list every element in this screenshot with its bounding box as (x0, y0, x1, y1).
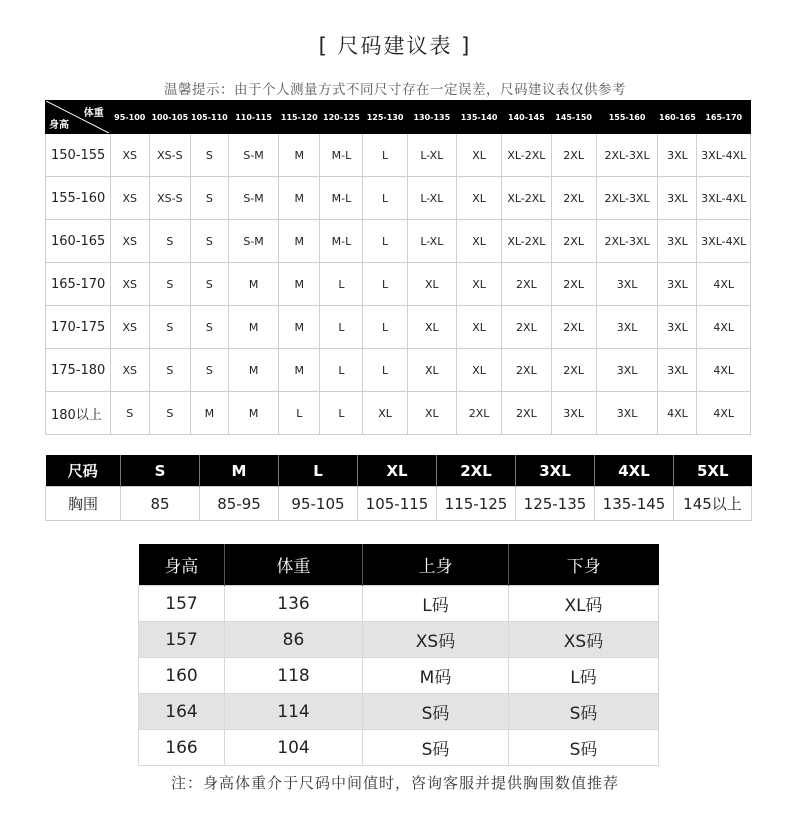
example-cell: 104 (225, 730, 363, 766)
table-row (139, 622, 659, 658)
size-cell: L (363, 349, 407, 392)
size-cell: S (190, 134, 228, 177)
size-cell: M (279, 134, 320, 177)
table-row (139, 658, 659, 694)
size-cell: XL (407, 263, 456, 306)
size-cell: 2XL (551, 349, 596, 392)
size-cell: S (190, 177, 228, 220)
size-cell: 2XL (457, 392, 502, 435)
height-range-cell: 180以上 (46, 392, 111, 435)
example-cell: XL码 (509, 586, 659, 622)
size-cell: 4XL (595, 455, 674, 487)
table-row (46, 306, 751, 349)
weight-header: 105-110 (190, 101, 228, 134)
size-cell: S-M (228, 177, 278, 220)
size-cell: XL (457, 134, 502, 177)
size-cell: 2XL-3XL (596, 177, 658, 220)
chest-cell: 115-125 (437, 487, 516, 521)
example-cell: 114 (225, 694, 363, 730)
size-cell: S (149, 306, 190, 349)
size-cell: XL (407, 392, 456, 435)
size-cell: M-L (320, 177, 363, 220)
size-cell: S (110, 392, 149, 435)
table-row (139, 730, 659, 766)
size-cell: M (228, 349, 278, 392)
size-cell: 3XL (658, 349, 697, 392)
example-cell: 157 (139, 586, 225, 622)
size-cell: XS (110, 306, 149, 349)
example-cell: S码 (509, 694, 659, 730)
weight-header: 95-100 (110, 101, 149, 134)
size-cell: M (190, 392, 228, 435)
example-cell: 136 (225, 586, 363, 622)
size-cell: L (363, 177, 407, 220)
example-cell: S码 (509, 730, 659, 766)
example-cell: S码 (363, 694, 509, 730)
example-cell: XS码 (509, 622, 659, 658)
size-cell: L-XL (407, 134, 456, 177)
size-cell: 3XL (658, 177, 697, 220)
size-cell: L (320, 349, 363, 392)
example-header-bottom: 下身 (509, 544, 659, 586)
size-cell: L (320, 306, 363, 349)
weight-header: 140-145 (502, 101, 551, 134)
size-cell: 2XL (551, 134, 596, 177)
size-cell: L (279, 392, 320, 435)
size-cell: XL (363, 392, 407, 435)
size-cell: 2XL (502, 392, 551, 435)
size-cell: 4XL (697, 263, 751, 306)
size-cell: 3XL (551, 392, 596, 435)
size-cell: XS-S (149, 134, 190, 177)
size-cell: S (190, 263, 228, 306)
size-cell: L (279, 455, 358, 487)
size-cell: XS (110, 220, 149, 263)
size-cell: M (279, 177, 320, 220)
size-cell: XS (110, 134, 149, 177)
size-cell: M (279, 220, 320, 263)
size-cell: S (149, 349, 190, 392)
height-range-cell: 160-165 (46, 220, 111, 263)
size-cell: XL (457, 177, 502, 220)
table-row (46, 220, 751, 263)
example-cell: S码 (363, 730, 509, 766)
bust-size-table (45, 455, 752, 521)
size-cell: L (363, 220, 407, 263)
weight-header: 115-120 (279, 101, 320, 134)
size-cell: 3XL (658, 306, 697, 349)
size-cell: XS (110, 263, 149, 306)
weight-header: 165-170 (697, 101, 751, 134)
size-cell: 4XL (658, 392, 697, 435)
size-cell: 5XL (674, 455, 752, 487)
size-cell: 2XL (437, 455, 516, 487)
size-cell: XL (457, 220, 502, 263)
size-cell: L (363, 134, 407, 177)
size-cell: XS (110, 349, 149, 392)
example-cell: L码 (509, 658, 659, 694)
chest-cell: 135-145 (595, 487, 674, 521)
size-recommendation-grid (45, 100, 751, 435)
size-cell: M (228, 392, 278, 435)
size-cell: S-M (228, 220, 278, 263)
size-cell: 3XL (658, 263, 697, 306)
size-cell: 4XL (697, 349, 751, 392)
tip-text: 温馨提示：由于个人测量方式不同尺寸存在一定误差，尺码建议表仅供参考 (164, 82, 626, 98)
size-cell: L-XL (407, 220, 456, 263)
size-cell: XL (457, 306, 502, 349)
grid-corner-cell (46, 101, 111, 134)
size-cell: M (279, 349, 320, 392)
weight-header: 125-130 (363, 101, 407, 134)
size-cell: M (279, 306, 320, 349)
example-header-top: 上身 (363, 544, 509, 586)
chest-cell: 85-95 (200, 487, 279, 521)
height-range-cell: 150-155 (46, 134, 111, 177)
size-cell: L (320, 392, 363, 435)
example-header-height: 身高 (139, 544, 225, 586)
grid-body (46, 134, 751, 435)
size-cell: M (200, 455, 279, 487)
chest-label: 胸围 (46, 487, 121, 521)
size-cell: 3XL-4XL (697, 220, 751, 263)
table-row (139, 586, 659, 622)
weight-header: 145-150 (551, 101, 596, 134)
table-row (139, 694, 659, 730)
chest-cell: 125-135 (516, 487, 595, 521)
weight-header-row (46, 101, 751, 134)
size-cell: S (149, 220, 190, 263)
example-header-weight: 体重 (225, 544, 363, 586)
size-cell: 4XL (697, 392, 751, 435)
corner-weight-label: 体重 (83, 108, 104, 119)
size-cell: 3XL (596, 306, 658, 349)
table-row (46, 263, 751, 306)
height-range-cell: 170-175 (46, 306, 111, 349)
example-cell: 86 (225, 622, 363, 658)
size-cell: XL-2XL (502, 220, 551, 263)
size-cell: 2XL (551, 177, 596, 220)
weight-header: 130-135 (407, 101, 456, 134)
size-cell: L-XL (407, 177, 456, 220)
height-range-cell: 155-160 (46, 177, 111, 220)
size-cell: XS-S (149, 177, 190, 220)
size-cell: M-L (320, 134, 363, 177)
bust-chest-row (46, 487, 752, 521)
size-cell: S (190, 306, 228, 349)
example-cell: L码 (363, 586, 509, 622)
size-cell: 3XL (596, 349, 658, 392)
size-cell: M (228, 306, 278, 349)
size-cell: XL (407, 349, 456, 392)
size-cell: XL-2XL (502, 134, 551, 177)
example-cell: XS码 (363, 622, 509, 658)
page-title: [ 尺码建议表 ] (318, 34, 472, 58)
chest-cell: 85 (121, 487, 200, 521)
size-cell: S-M (228, 134, 278, 177)
weight-header: 135-140 (457, 101, 502, 134)
size-cell: 2XL (502, 349, 551, 392)
size-cell: S (121, 455, 200, 487)
chest-cell: 145以上 (674, 487, 752, 521)
weight-header: 155-160 (596, 101, 658, 134)
example-header-row (139, 544, 659, 586)
corner-height-label: 身高 (49, 120, 69, 131)
table-row (46, 177, 751, 220)
size-cell: 2XL (502, 263, 551, 306)
size-cell: 3XL (658, 134, 697, 177)
size-cell: S (149, 392, 190, 435)
example-body (139, 586, 659, 766)
size-cell: 4XL (697, 306, 751, 349)
chest-cell: 95-105 (279, 487, 358, 521)
size-cell: S (149, 263, 190, 306)
size-cell: 3XL (658, 220, 697, 263)
example-cell: M码 (363, 658, 509, 694)
bust-size-row (46, 455, 752, 487)
size-cell: 3XL-4XL (697, 134, 751, 177)
example-cell: 164 (139, 694, 225, 730)
height-range-cell: 165-170 (46, 263, 111, 306)
size-cell: L (320, 263, 363, 306)
size-cell: XS (110, 177, 149, 220)
table-row (46, 134, 751, 177)
weight-header: 120-125 (320, 101, 363, 134)
size-cell: S (190, 220, 228, 263)
example-cell: 166 (139, 730, 225, 766)
weight-header: 100-105 (149, 101, 190, 134)
size-cell: M (279, 263, 320, 306)
size-cell: S (190, 349, 228, 392)
footnote: 注：身高体重介于尺码中间值时，咨询客服并提供胸围数值推荐 (170, 774, 619, 792)
size-cell: 2XL (551, 263, 596, 306)
table-row (46, 392, 751, 435)
size-cell: 3XL-4XL (697, 177, 751, 220)
size-cell: 2XL (551, 220, 596, 263)
size-cell: M-L (320, 220, 363, 263)
example-cell: 160 (139, 658, 225, 694)
height-range-cell: 175-180 (46, 349, 111, 392)
size-cell: 3XL (596, 263, 658, 306)
size-cell: 3XL (596, 392, 658, 435)
size-cell: 2XL (502, 306, 551, 349)
size-cell: 2XL-3XL (596, 134, 658, 177)
size-cell: 3XL (516, 455, 595, 487)
example-cell: 118 (225, 658, 363, 694)
size-cell: L (363, 263, 407, 306)
size-cell: L (363, 306, 407, 349)
size-cell: XL-2XL (502, 177, 551, 220)
size-cell: XL (457, 263, 502, 306)
size-cell: M (228, 263, 278, 306)
size-cell: XL (407, 306, 456, 349)
chest-cell: 105-115 (358, 487, 437, 521)
size-cell: 2XL-3XL (596, 220, 658, 263)
size-label: 尺码 (46, 455, 121, 487)
weight-header: 110-115 (228, 101, 278, 134)
size-cell: 2XL (551, 306, 596, 349)
size-cell: XL (457, 349, 502, 392)
example-table (138, 544, 659, 766)
table-row (46, 349, 751, 392)
weight-header: 160-165 (658, 101, 697, 134)
example-cell: 157 (139, 622, 225, 658)
size-cell: XL (358, 455, 437, 487)
